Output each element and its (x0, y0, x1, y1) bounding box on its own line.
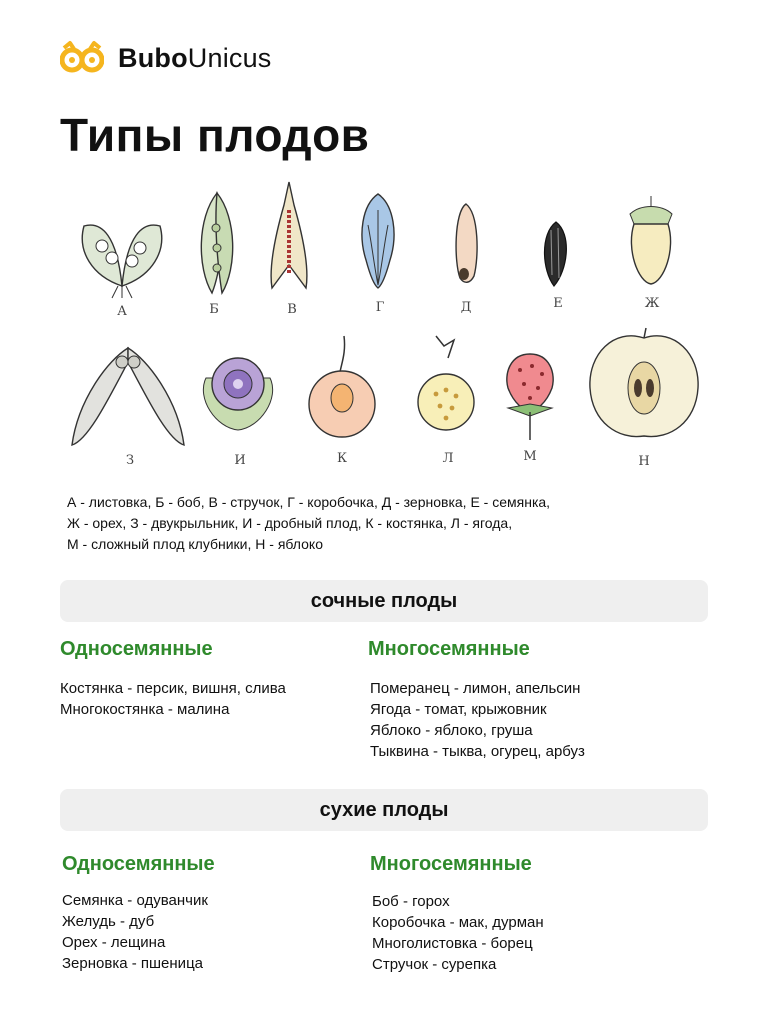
brand-logo (60, 40, 272, 76)
capsule-fruit-drawing (352, 190, 404, 290)
list-item: Тыквина - тыква, огурец, арбуз (370, 743, 585, 760)
list-item: Многокостянка - малина (60, 701, 230, 718)
figure-label-l: Л (442, 451, 454, 466)
section-header-juicy: сочные плоды (60, 580, 708, 622)
figure-label-n: Н (638, 454, 650, 469)
list-item: Померанец - лимон, апельсин (370, 680, 581, 697)
owl-logo-icon (60, 40, 104, 76)
figure-label-k: К (336, 451, 348, 466)
nut-fruit-drawing (620, 194, 682, 286)
juicy-multi-seed-list (370, 678, 585, 762)
list-item: Семянка - одуванчик (62, 892, 208, 909)
list-item: Многолистовка - борец (372, 935, 533, 952)
page-title: Типы плодов (60, 109, 370, 161)
figure-legend (67, 492, 707, 555)
samara-fruit-drawing (68, 340, 188, 450)
dry-single-seed-list (62, 890, 208, 974)
list-item: Коробочка - мак, дурман (372, 914, 544, 931)
fruit-types-illustration (58, 178, 718, 478)
schizocarp-fruit-drawing (196, 348, 280, 434)
pome-apple-drawing (584, 326, 704, 444)
legend-line: Ж - орех, З - двукрыльник, И - дробный плод, К - костянка, Л - ягода, (67, 515, 513, 531)
legend-line: М - сложный плод клубники, Н - яблоко (67, 536, 323, 552)
list-item: Боб - горох (372, 893, 450, 910)
section-header-dry: сухие плоды (60, 789, 708, 831)
list-item: Желудь - дуб (62, 913, 155, 930)
figure-label-e: Е (553, 296, 563, 311)
figure-label-d: Д (460, 300, 472, 315)
brand-name: BuboUnicus (118, 42, 272, 73)
figure-label-m: М (523, 449, 537, 464)
list-item: Ягода - томат, крыжовник (370, 701, 547, 718)
juicy-single-seed-heading: Односемянные (60, 638, 213, 660)
legend-line: А - листовка, Б - боб, В - стручок, Г - коробочка, Д - зерновка, Е - семянка, (67, 494, 551, 510)
legume-pod-drawing (192, 188, 242, 298)
figure-label-g: Г (375, 300, 385, 315)
caryopsis-grain-drawing (452, 202, 480, 284)
figure-label-i: И (234, 453, 246, 468)
dry-single-seed-heading: Односемянные (62, 853, 215, 875)
silique-fruit-drawing (264, 180, 314, 298)
figure-label-z: З (125, 453, 135, 468)
dry-multi-seed-list (372, 891, 544, 975)
drupe-cherry-drawing (306, 334, 378, 442)
juicy-multi-seed-heading: Многосемянные (368, 638, 530, 660)
list-item: Костянка - персик, вишня, слива (60, 680, 286, 697)
achene-seed-drawing (538, 220, 574, 288)
list-item: Стручок - сурепка (372, 956, 497, 973)
figure-label-v: В (287, 302, 297, 317)
strawberry-fruit-drawing (498, 346, 562, 442)
figure-label-a: А (117, 304, 127, 319)
list-item: Зерновка - пшеница (62, 955, 203, 972)
dry-multi-seed-heading: Многосемянные (370, 853, 532, 875)
figure-label-zh: Ж (644, 296, 660, 311)
follicle-fruit-drawing (72, 206, 172, 298)
figure-label-b: Б (209, 302, 219, 317)
list-item: Яблоко - яблоко, груша (370, 722, 533, 739)
berry-fruit-drawing (414, 334, 478, 434)
juicy-single-seed-list (60, 678, 286, 720)
list-item: Орех - лещина (62, 934, 166, 951)
